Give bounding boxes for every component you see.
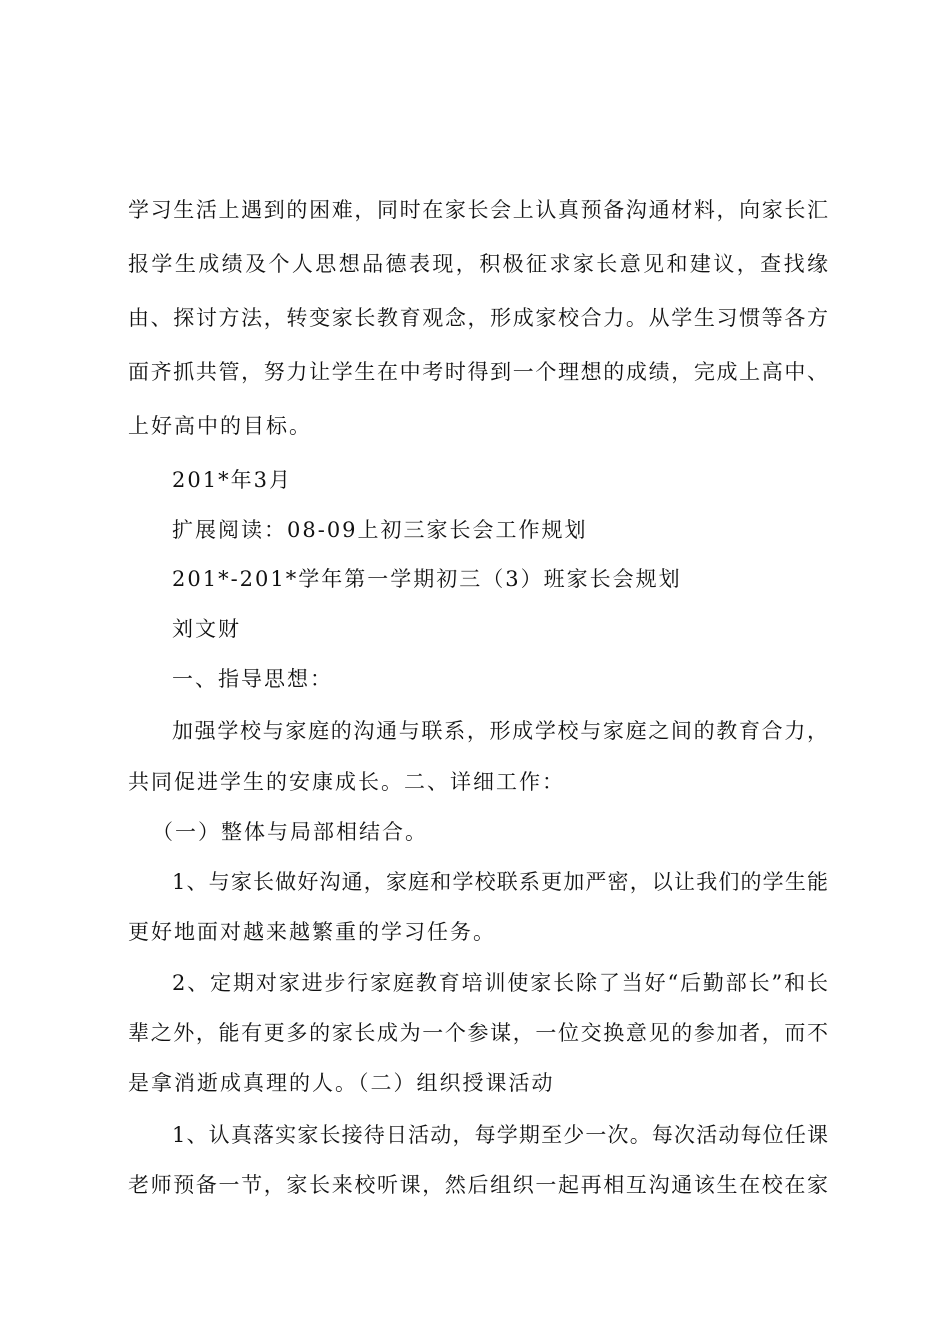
text-line: 老师预备一节，家长来校听课，然后组织一起再相互沟通该生在校在家 <box>128 1173 828 1197</box>
text-line: 辈之外，能有更多的家长成为一个参谋，一位交换意见的参加者，而不 <box>128 1021 828 1045</box>
plan-title: 201*-201*学年第一学期初三（3）班家长会规划 <box>172 567 682 591</box>
text-line: 报学生成绩及个人思想品德表现，积极征求家长意见和建议，查找缘 <box>128 252 828 276</box>
text-line: 共同促进学生的安康成长。二、详细工作： <box>128 770 565 794</box>
subsection-heading: （一）整体与局部相结合。 <box>152 820 428 844</box>
text-line: 2、定期对家进步行家庭教育培训使家长除了当好“后勤部长”和长 <box>172 971 828 995</box>
text-line: 由、探讨方法，转变家长教育观念，形成家校合力。从学生习惯等各方 <box>128 306 828 330</box>
author-name: 刘文财 <box>172 617 241 641</box>
section-heading: 一、指导思想： <box>172 667 333 691</box>
date-line: 201*年3月 <box>172 468 292 492</box>
text-line: 是拿消逝成真理的人。（二）组织授课活动 <box>128 1071 555 1095</box>
text-line: 上好高中的目标。 <box>128 414 312 438</box>
text-line: 1、与家长做好沟通，家庭和学校联系更加严密，以让我们的学生能 <box>172 870 828 894</box>
text-line: 1、认真落实家长接待日活动，每学期至少一次。每次活动每位任课 <box>172 1123 828 1147</box>
extended-reading-title: 扩展阅读：08-09上初三家长会工作规划 <box>172 518 588 542</box>
text-line: 面齐抓共管，努力让学生在中考时得到一个理想的成绩，完成上高中、 <box>128 360 828 384</box>
text-line: 加强学校与家庭的沟通与联系，形成学校与家庭之间的教育合力， <box>172 719 828 743</box>
text-line: 学习生活上遇到的困难，同时在家长会上认真预备沟通材料，向家长汇 <box>128 198 828 222</box>
text-line: 更好地面对越来越繁重的学习任务。 <box>128 920 496 944</box>
